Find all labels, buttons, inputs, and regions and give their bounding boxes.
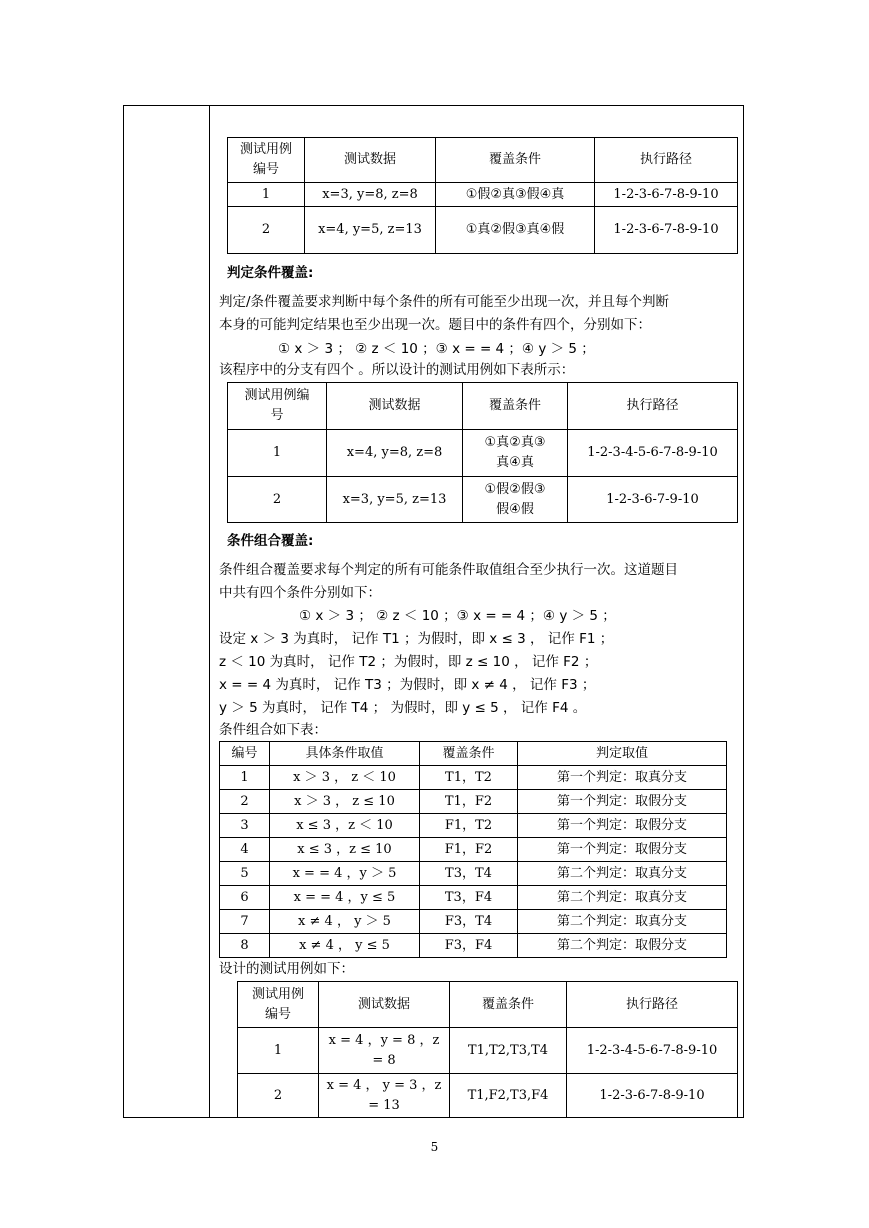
table-row (220, 790, 727, 814)
table-header-row (228, 383, 738, 430)
cell: 1 (228, 430, 327, 477)
conditions-line: ① x ＞ 3 ； ② z ＜ 10 ；③ x = = 4 ；④ y ＞ 5 ； (278, 341, 595, 357)
cell: F1，T2 (420, 814, 518, 838)
cell: 1-2-3-4-5-6-7-8-9-10 (567, 1028, 738, 1074)
cell: 第二个判定：取假分支 (518, 934, 727, 958)
cell: x ≤ 3 ，z ≤ 10 (270, 838, 420, 862)
cell: T1,T2,T3,T4 (450, 1028, 567, 1074)
header-coverage: 覆盖条件 (450, 982, 567, 1028)
table-row (220, 814, 727, 838)
cell: x=4, y=8, z=8 (327, 430, 463, 477)
cell: 3 (220, 814, 270, 838)
cell: 第一个判定：取假分支 (518, 838, 727, 862)
cell: x = = 4 ，y ≤ 5 (270, 886, 420, 910)
cell: ①真②假③真④假 (436, 207, 595, 254)
paragraph-line: 中共有四个条件分别如下： (219, 585, 381, 601)
cell: ①假②假③ 假④假 (463, 477, 568, 523)
cell: T1,F2,T3,F4 (450, 1074, 567, 1118)
table-header-row (228, 138, 738, 183)
definition-line: x = = 4 为真时， 记作 T3 ；为假时，即 x ≠ 4 ， 记作 F3 ； (219, 677, 596, 693)
cell: 1-2-3-6-7-8-9-10 (595, 207, 738, 254)
cell: x=3, y=5, z=13 (327, 477, 463, 523)
cell: 1 (238, 1028, 319, 1074)
cell: x ≠ 4 ， y ≤ 5 (270, 934, 420, 958)
cell: F1，F2 (420, 838, 518, 862)
cell: 1 (228, 183, 305, 207)
header-condition-values: 具体条件取值 (270, 742, 420, 766)
paragraph-line: 设计的测试用例如下： (219, 961, 354, 977)
cell: 2 (220, 790, 270, 814)
paragraph-line: 该程序中的分支有四个 。所以设计的测试用例如下表所示： (219, 362, 575, 378)
paragraph-line: 判定/条件覆盖要求判断中每个条件的所有可能至少出现一次，并且每个判断 (219, 294, 670, 310)
header-path: 执行路径 (567, 982, 738, 1028)
table-decision-condition (227, 382, 738, 523)
cell: x=3, y=8, z=8 (305, 183, 436, 207)
table-row (220, 862, 727, 886)
cell: 7 (220, 910, 270, 934)
header-test-data: 测试数据 (327, 383, 463, 430)
table-row (220, 910, 727, 934)
table-row (220, 934, 727, 958)
header-path: 执行路径 (595, 138, 738, 183)
cell: 1 (220, 766, 270, 790)
cell: 第二个判定：取真分支 (518, 886, 727, 910)
cell: ①真②真③ 真④真 (463, 430, 568, 477)
table-combination-test-cases (237, 981, 738, 1118)
table-row (228, 183, 738, 207)
cell: x ＞ 3 ， z ≤ 10 (270, 790, 420, 814)
cell: T3，T4 (420, 862, 518, 886)
cell: 2 (228, 207, 305, 254)
cell: 第一个判定：取假分支 (518, 790, 727, 814)
cell: 2 (238, 1074, 319, 1118)
table-row (220, 886, 727, 910)
paragraph-line: 条件组合覆盖要求每个判定的所有可能条件取值组合至少执行一次。这道题目 (219, 562, 678, 578)
header-coverage: 覆盖条件 (463, 383, 568, 430)
table-row (238, 1074, 738, 1118)
paragraph-line: 本身的可能判定结果也至少出现一次。题目中的条件有四个，分别如下： (219, 317, 651, 333)
header-path: 执行路径 (568, 383, 738, 430)
table-row (228, 207, 738, 254)
cell: 5 (220, 862, 270, 886)
cell: T3，F4 (420, 886, 518, 910)
cell: T1，F2 (420, 790, 518, 814)
section-heading-condition-combination: 条件组合覆盖: (227, 533, 314, 549)
table-row (228, 477, 738, 523)
header-coverage: 覆盖条件 (420, 742, 518, 766)
cell: x=4, y=5, z=13 (305, 207, 436, 254)
cell: 第一个判定：取真分支 (518, 766, 727, 790)
cell: 4 (220, 838, 270, 862)
cell: 2 (228, 477, 327, 523)
cell: 第二个判定：取真分支 (518, 910, 727, 934)
cell: 1-2-3-4-5-6-7-8-9-10 (568, 430, 738, 477)
cell: F3，F4 (420, 934, 518, 958)
definition-line: y ＞ 5 为真时， 记作 T4 ； 为假时，即 y ≤ 5 ， 记作 F4 。 (219, 700, 587, 716)
header-decision: 判定取值 (518, 742, 727, 766)
cell: 第一个判定：取假分支 (518, 814, 727, 838)
cell: 1-2-3-6-7-8-9-10 (567, 1074, 738, 1118)
definition-line: 设定 x ＞ 3 为真时， 记作 T1 ；为假时，即 x ≤ 3 ， 记作 F1 ； (219, 631, 614, 647)
cell: 1-2-3-6-7-8-9-10 (595, 183, 738, 207)
section-heading-decision-condition: 判定条件覆盖: (227, 265, 314, 281)
header-number: 编号 (220, 742, 270, 766)
header-case-id: 测试用例 编号 (228, 138, 305, 183)
definition-line: z ＜ 10 为真时， 记作 T2 ；为假时，即 z ≤ 10 ， 记作 F2 ； (219, 654, 598, 670)
header-coverage: 覆盖条件 (436, 138, 595, 183)
conditions-line: ① x ＞ 3 ； ② z ＜ 10 ；③ x = = 4 ；④ y ＞ 5 ； (299, 608, 616, 624)
cell: x = 4 ， y = 3 ，z = 13 (319, 1074, 450, 1118)
header-case-id: 测试用例 编号 (238, 982, 319, 1028)
table-header-row (220, 742, 727, 766)
table-header-row (238, 982, 738, 1028)
table-row (220, 838, 727, 862)
cell: x ≤ 3 ，z ＜ 10 (270, 814, 420, 838)
header-test-data: 测试数据 (319, 982, 450, 1028)
header-case-id: 测试用例编 号 (228, 383, 327, 430)
paragraph-line: 条件组合如下表： (219, 722, 327, 738)
column-divider (209, 105, 210, 1118)
cell: 第二个判定：取真分支 (518, 862, 727, 886)
cell: 8 (220, 934, 270, 958)
cell: x ＞ 3 ， z ＜ 10 (270, 766, 420, 790)
cell: 1-2-3-6-7-9-10 (568, 477, 738, 523)
cell: x = 4 ，y = 8 ，z = 8 (319, 1028, 450, 1074)
table-row (228, 430, 738, 477)
table-condition-combinations (219, 741, 727, 958)
cell: T1，T2 (420, 766, 518, 790)
cell: x = = 4 ，y ＞ 5 (270, 862, 420, 886)
cell: 6 (220, 886, 270, 910)
header-test-data: 测试数据 (305, 138, 436, 183)
table-statement-coverage (227, 137, 738, 254)
cell: ①假②真③假④真 (436, 183, 595, 207)
cell: x ≠ 4 ， y ＞ 5 (270, 910, 420, 934)
cell: F3，T4 (420, 910, 518, 934)
page-number: 5 (430, 1140, 439, 1154)
table-row (238, 1028, 738, 1074)
table-row (220, 766, 727, 790)
